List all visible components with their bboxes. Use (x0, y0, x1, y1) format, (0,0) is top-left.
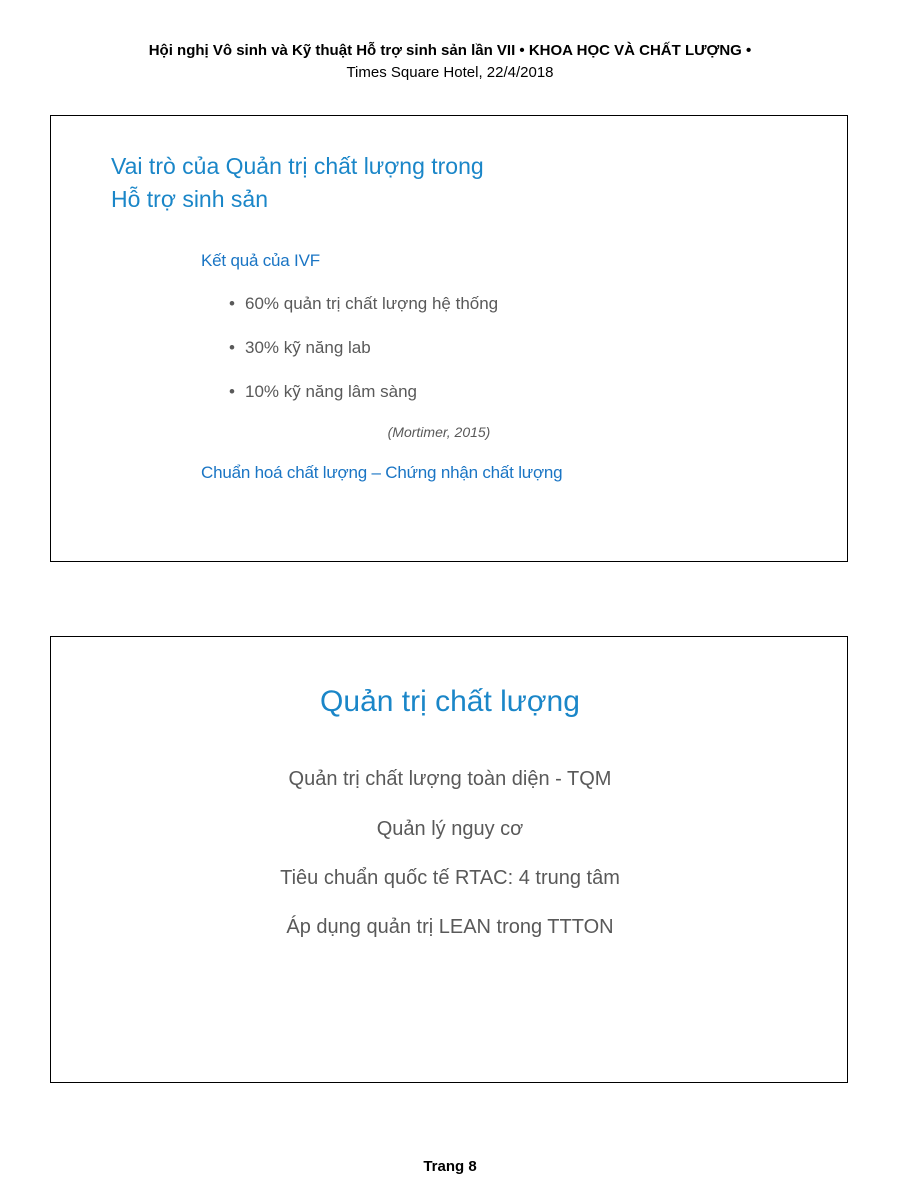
standardization-heading: Chuẩn hoá chất lượng – Chứng nhận chất lượng (201, 463, 563, 482)
slide-2-title: Quản trị chất lượng (320, 685, 580, 718)
ivf-results-heading: Kết quả của IVF (201, 251, 320, 270)
slide-2 (50, 636, 848, 1083)
bullet-text: 10% kỹ năng lâm sàng (245, 382, 417, 401)
list-item: Tiêu chuẩn quốc tế RTAC: 4 trung tâm (280, 867, 620, 889)
bullet-item (229, 294, 498, 314)
citation-text: (Mortimer, 2015) (387, 424, 491, 440)
slide-1-title-line-2: Hỗ trợ sinh sản (111, 186, 268, 212)
conference-title: Hội nghị Vô sinh và Kỹ thuật Hỗ trợ sinh sản lần VII • KHOA HỌC VÀ CHẤT LƯỢNG • (148, 42, 752, 59)
list-item: Áp dụng quản trị LEAN trong TTTON (286, 916, 614, 938)
bullet-text: 30% kỹ năng lab (245, 338, 371, 357)
venue-date: Times Square Hotel, 22/4/2018 (346, 64, 554, 81)
bullet-item (229, 382, 417, 402)
slide-1-title (111, 150, 484, 216)
list-item: Quản lý nguy cơ (376, 818, 524, 840)
bullet-text: 60% quản trị chất lượng hệ thống (245, 294, 499, 313)
bullet-dot-icon: • (229, 338, 235, 357)
bullet-dot-icon: • (229, 294, 235, 313)
bullet-dot-icon: • (229, 382, 235, 401)
list-item: Quản trị chất lượng toàn diện - TQM (288, 768, 612, 790)
document-header (0, 40, 900, 84)
bullet-item (229, 338, 371, 358)
citation (51, 424, 849, 440)
page-number: Trang 8 (423, 1158, 477, 1175)
slide-1-title-line-1: Vai trò của Quản trị chất lượng trong (111, 153, 484, 179)
slide-1 (50, 115, 848, 562)
